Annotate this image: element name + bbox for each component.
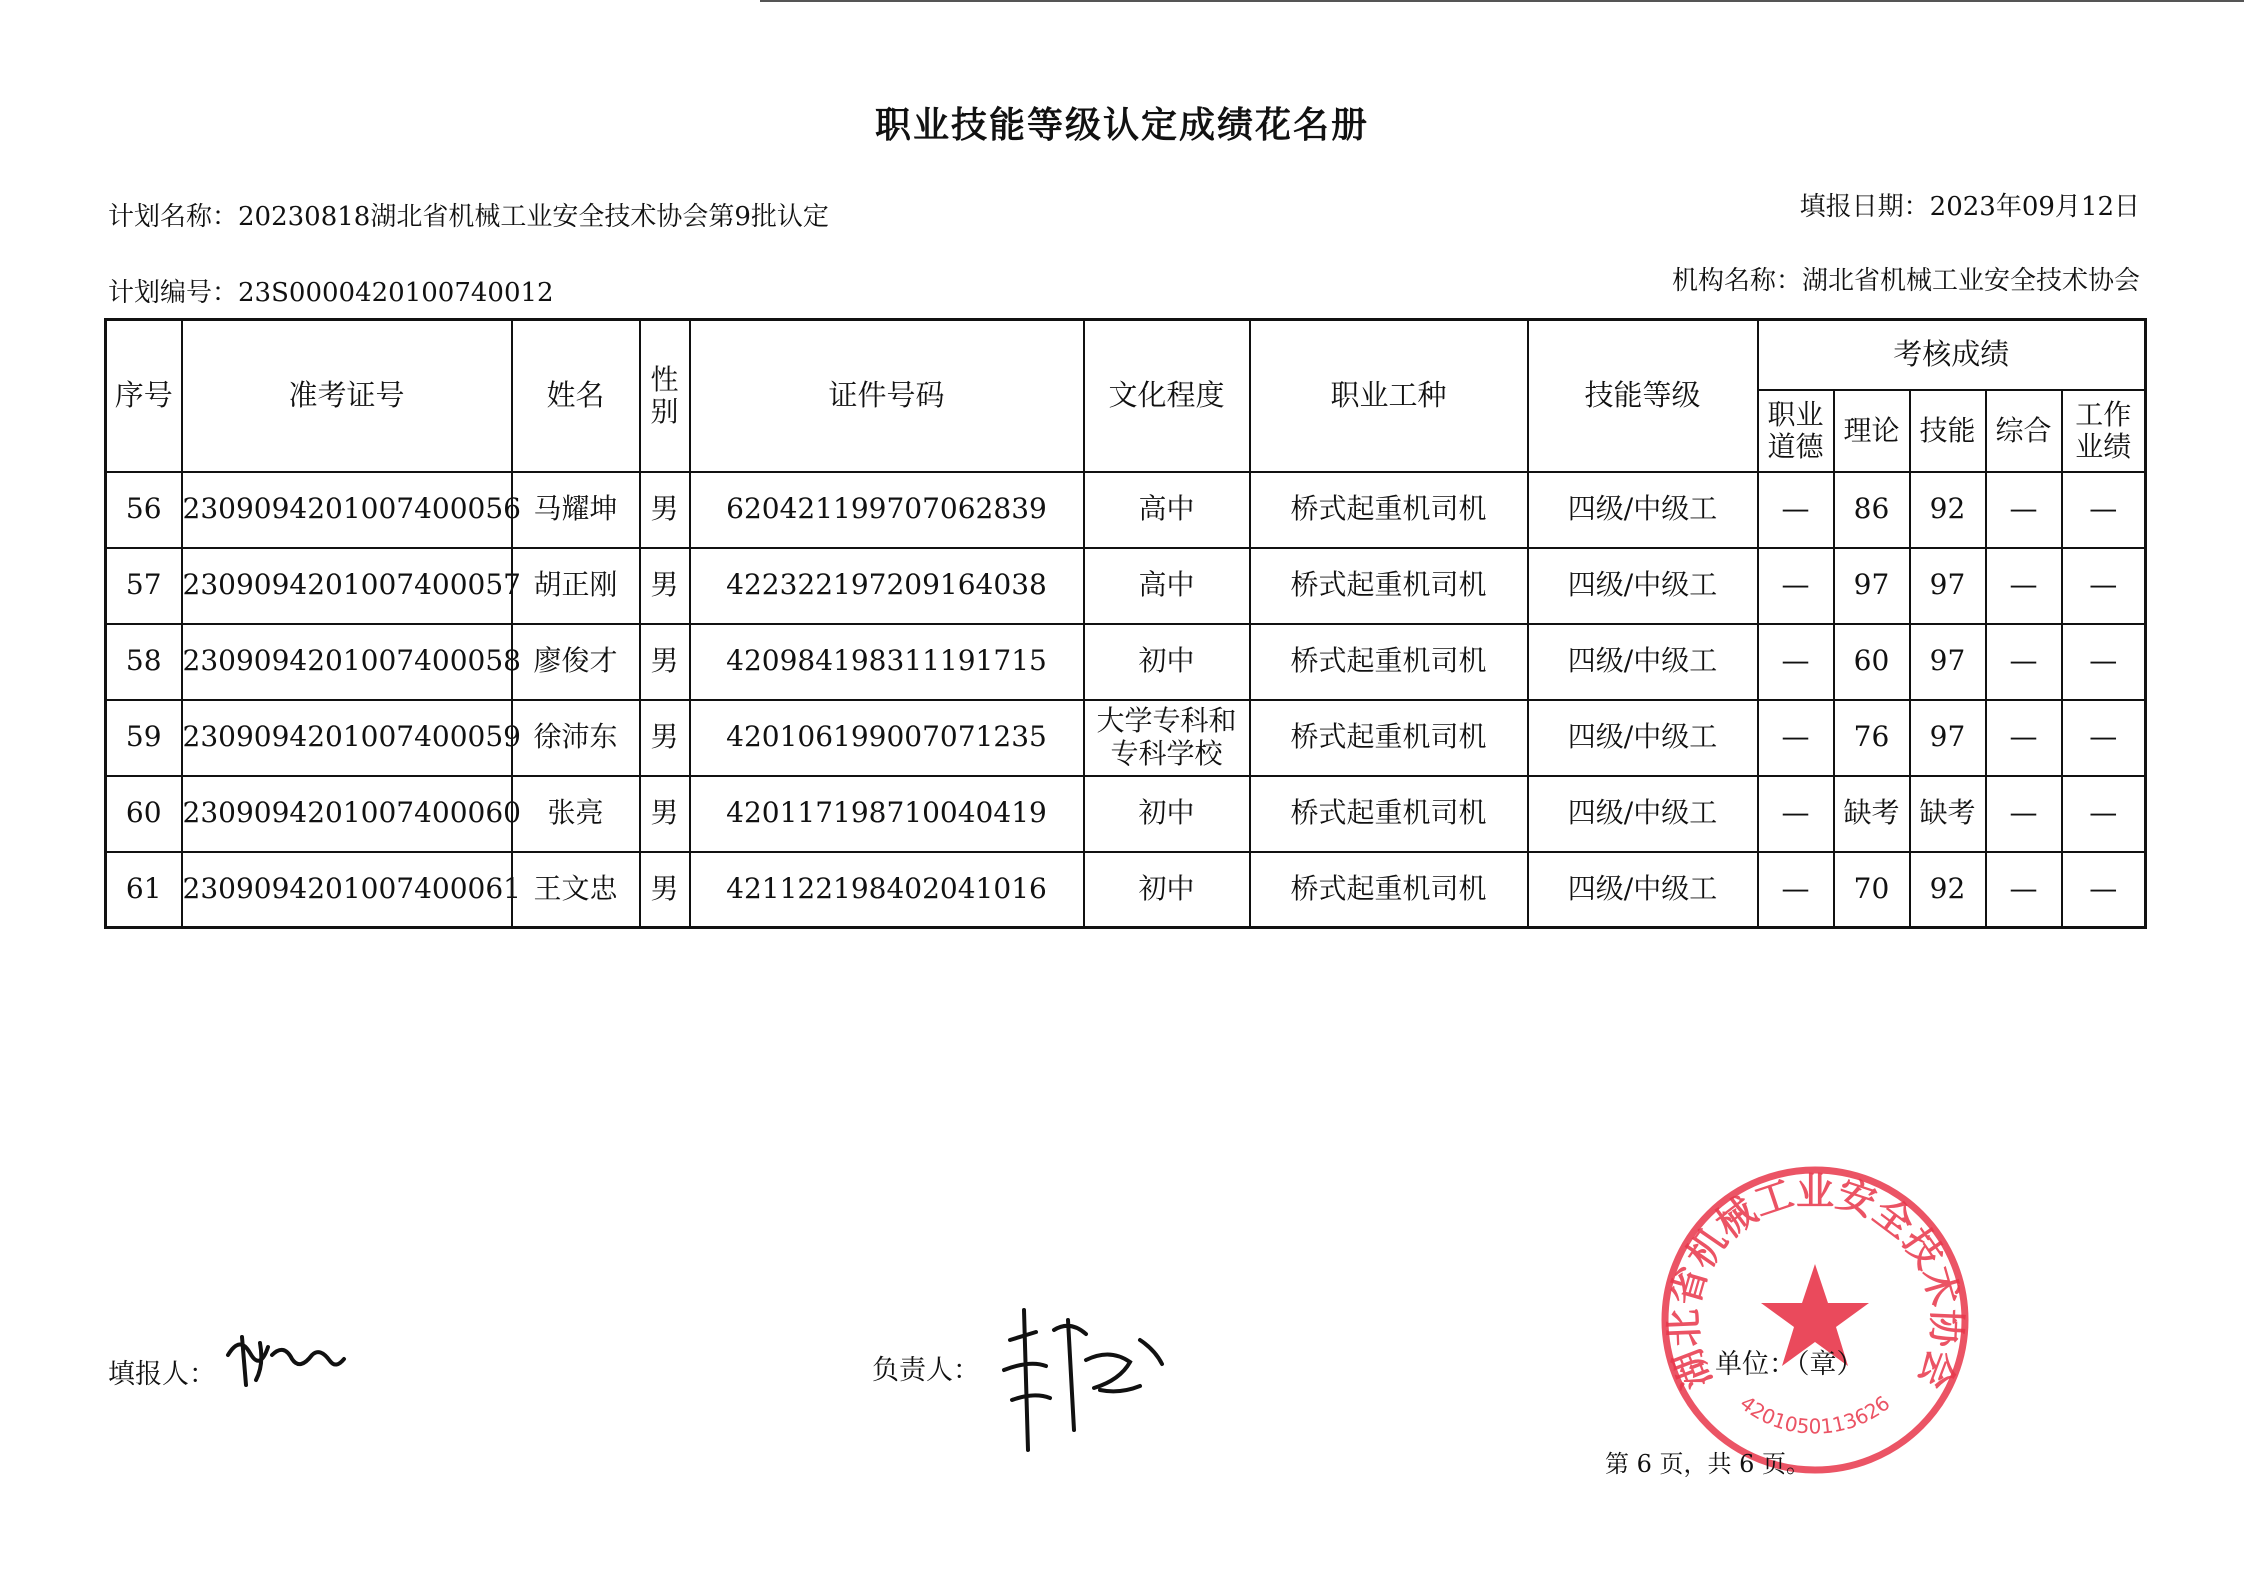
header-name: 姓名 <box>512 320 640 472</box>
header-seq: 序号 <box>106 320 182 472</box>
cell-seq: 56 <box>106 472 182 548</box>
cell-work: — <box>2062 700 2146 776</box>
cell-skill: 92 <box>1910 852 1986 928</box>
cell-gender: 男 <box>640 776 690 852</box>
responsible-signature <box>990 1300 1170 1480</box>
cell-name: 胡正刚 <box>512 548 640 624</box>
org-label: 机构名称： <box>1671 266 1802 296</box>
header-level: 技能等级 <box>1528 320 1758 472</box>
cell-theory: 缺考 <box>1834 776 1910 852</box>
cell-occupation: 桥式起重机司机 <box>1250 852 1528 928</box>
plan-name-line <box>108 196 829 233</box>
unit-line <box>1715 1342 1864 1381</box>
cell-level: 四级/中级工 <box>1528 852 1758 928</box>
filler-label: 填报人： <box>108 1359 216 1390</box>
cell-level: 四级/中级工 <box>1528 624 1758 700</box>
org-value: 湖北省机械工业安全技术协会 <box>1801 266 2140 296</box>
seal-note: （章） <box>1796 1349 1864 1380</box>
cell-overall: — <box>1986 624 2062 700</box>
cell-name: 王文忠 <box>512 852 640 928</box>
cell-overall: — <box>1986 700 2062 776</box>
cell-seq: 59 <box>106 700 182 776</box>
cell-ethics: — <box>1758 852 1834 928</box>
cell-id-no: 420984198311191715 <box>690 624 1084 700</box>
fill-date-value: 2023年09月12日 <box>1929 192 2140 222</box>
header-exam-no: 准考证号 <box>182 320 512 472</box>
cell-theory: 60 <box>1834 624 1910 700</box>
unit-label: 单位： <box>1715 1349 1796 1380</box>
cell-work: — <box>2062 548 2146 624</box>
cell-theory: 86 <box>1834 472 1910 548</box>
plan-no-label: 计划编号： <box>108 278 239 308</box>
cell-ethics: — <box>1758 624 1834 700</box>
header-overall: 综合 <box>1986 390 2062 472</box>
seal-code: 4201050113626 <box>1735 1390 1895 1439</box>
cell-seq: 58 <box>106 624 182 700</box>
header-skill: 技能 <box>1910 390 1986 472</box>
cell-education: 高中 <box>1084 548 1250 624</box>
document-title: 职业技能等级认定成绩花名册 <box>874 105 1369 146</box>
cell-work: — <box>2062 852 2146 928</box>
cell-skill: 97 <box>1910 548 1986 624</box>
cell-ethics: — <box>1758 548 1834 624</box>
cell-exam-no: 2309094201007400058 <box>182 624 512 700</box>
cell-theory: 76 <box>1834 700 1910 776</box>
cell-name: 徐沛东 <box>512 700 640 776</box>
table-row <box>106 852 2146 928</box>
cell-education: 初中 <box>1084 852 1250 928</box>
cell-name: 马耀坤 <box>512 472 640 548</box>
score-roster-table <box>104 318 2147 929</box>
cell-gender: 男 <box>640 852 690 928</box>
cell-exam-no: 2309094201007400056 <box>182 472 512 548</box>
cell-exam-no: 2309094201007400059 <box>182 700 512 776</box>
table-row <box>106 624 2146 700</box>
cell-occupation: 桥式起重机司机 <box>1250 776 1528 852</box>
plan-name-value: 20230818湖北省机械工业安全技术协会第9批认定 <box>238 202 829 232</box>
cell-seq: 60 <box>106 776 182 852</box>
header-occupation: 职业工种 <box>1250 320 1528 472</box>
header-education: 文化程度 <box>1084 320 1250 472</box>
cell-work: — <box>2062 472 2146 548</box>
page-info: 第 6 页，共 6 页。 <box>1605 1450 1811 1478</box>
cell-overall: — <box>1986 472 2062 548</box>
header-ethics: 职业道德 <box>1758 390 1834 472</box>
cell-id-no: 620421199707062839 <box>690 472 1084 548</box>
plan-name-label: 计划名称： <box>108 202 239 232</box>
fill-date-label: 填报日期： <box>1799 192 1930 222</box>
cell-theory: 97 <box>1834 548 1910 624</box>
table-row <box>106 548 2146 624</box>
cell-ethics: — <box>1758 700 1834 776</box>
cell-seq: 57 <box>106 548 182 624</box>
cell-occupation: 桥式起重机司机 <box>1250 548 1528 624</box>
header-id-no: 证件号码 <box>690 320 1084 472</box>
cell-id-no: 420106199007071235 <box>690 700 1084 776</box>
cell-skill: 97 <box>1910 700 1986 776</box>
cell-skill: 97 <box>1910 624 1986 700</box>
filler-signature <box>220 1325 350 1395</box>
header-work: 工作业绩 <box>2062 390 2146 472</box>
cell-education: 大学专科和专科学校 <box>1084 700 1250 776</box>
cell-name: 张亮 <box>512 776 640 852</box>
cell-gender: 男 <box>640 472 690 548</box>
cell-overall: — <box>1986 852 2062 928</box>
plan-no-line <box>108 272 554 309</box>
cell-work: — <box>2062 776 2146 852</box>
cell-overall: — <box>1986 548 2062 624</box>
responsible-label: 负责人： <box>872 1355 980 1386</box>
cell-gender: 男 <box>640 700 690 776</box>
cell-exam-no: 2309094201007400057 <box>182 548 512 624</box>
cell-level: 四级/中级工 <box>1528 548 1758 624</box>
scan-edge-line <box>760 0 2244 2</box>
cell-level: 四级/中级工 <box>1528 700 1758 776</box>
table-row <box>106 776 2146 852</box>
cell-education: 初中 <box>1084 776 1250 852</box>
table-row <box>106 472 2146 548</box>
cell-seq: 61 <box>106 852 182 928</box>
cell-theory: 70 <box>1834 852 1910 928</box>
cell-name: 廖俊才 <box>512 624 640 700</box>
header-scores: 考核成绩 <box>1758 320 2146 390</box>
cell-exam-no: 2309094201007400060 <box>182 776 512 852</box>
cell-level: 四级/中级工 <box>1528 472 1758 548</box>
svg-text:4201050113626 <box>1736 1391 1895 1439</box>
cell-occupation: 桥式起重机司机 <box>1250 624 1528 700</box>
cell-skill: 缺考 <box>1910 776 1986 852</box>
cell-overall: — <box>1986 776 2062 852</box>
org-line <box>1672 260 2140 297</box>
cell-id-no: 422322197209164038 <box>690 548 1084 624</box>
cell-work: — <box>2062 624 2146 700</box>
cell-skill: 92 <box>1910 472 1986 548</box>
fill-date-line <box>1800 186 2140 223</box>
official-seal <box>1655 1160 1975 1480</box>
cell-education: 高中 <box>1084 472 1250 548</box>
cell-occupation: 桥式起重机司机 <box>1250 700 1528 776</box>
cell-ethics: — <box>1758 472 1834 548</box>
plan-no-value: 23S0000420100740012 <box>238 278 554 308</box>
cell-id-no: 420117198710040419 <box>690 776 1084 852</box>
cell-gender: 男 <box>640 624 690 700</box>
header-gender: 性别 <box>640 320 690 472</box>
cell-ethics: — <box>1758 776 1834 852</box>
cell-gender: 男 <box>640 548 690 624</box>
seal-org-text: 湖北省机械工业安全技术协会 <box>1661 1169 1969 1395</box>
cell-occupation: 桥式起重机司机 <box>1250 472 1528 548</box>
cell-level: 四级/中级工 <box>1528 776 1758 852</box>
table-row <box>106 700 2146 776</box>
cell-education: 初中 <box>1084 624 1250 700</box>
header-theory: 理论 <box>1834 390 1910 472</box>
cell-exam-no: 2309094201007400061 <box>182 852 512 928</box>
cell-id-no: 421122198402041016 <box>690 852 1084 928</box>
